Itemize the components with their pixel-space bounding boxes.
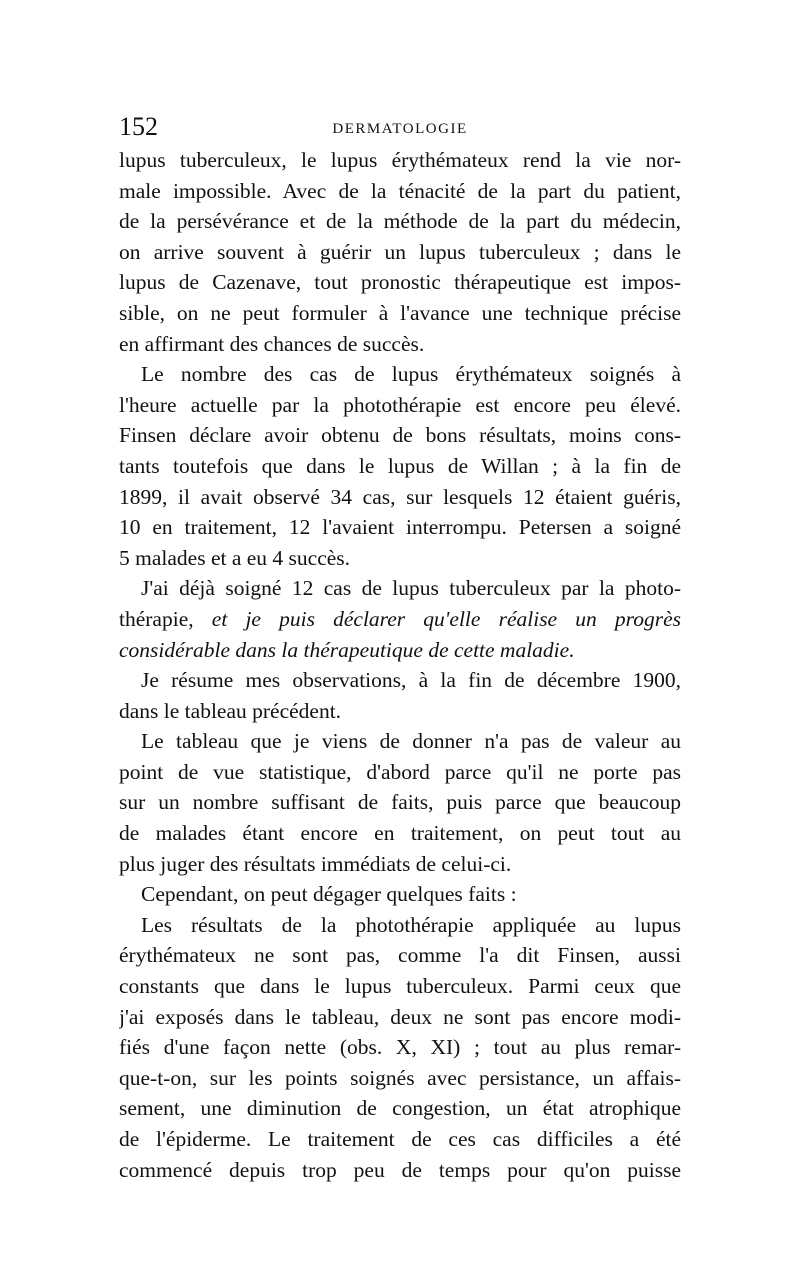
body-text: [119, 145, 681, 1185]
text-line: de l'épiderme. Le traitement de ces cas difficiles a été: [119, 1127, 681, 1151]
text-line: de malades étant encore en traitement, on peut tout au: [119, 821, 681, 846]
text-line: sible, on ne peut formuler à l'avance une technique précise: [119, 300, 681, 325]
paragraph-start-line: Cependant, on peut dégager quelques faits :: [141, 882, 517, 907]
text-line: que-t-on, sur les points soignés avec persistance, un affais-: [119, 1065, 681, 1090]
text-line: sement, une diminution de congestion, un état atrophique: [119, 1096, 681, 1121]
text-line: male impossible. Avec de la ténacité de la part du patient,: [119, 178, 681, 203]
italic-text-line: considérable dans la thérapeutique de cette maladie.: [119, 637, 575, 662]
text-line: 10 en traitement, 12 l'avaient interrompu. Petersen a soigné: [119, 515, 681, 540]
text-line: de la persévérance et de la méthode de la part du médecin,: [119, 209, 681, 234]
text-line: lupus de Cazenave, tout pronostic thérapeutique est impos-: [119, 270, 681, 295]
text-line: constants que dans le lupus tuberculeux. Parmi ceux que: [119, 974, 681, 999]
text-segment-roman: thérapie,: [119, 606, 194, 631]
text-line: fiés d'une façon nette (obs. X, XI) ; tout au plus remar-: [119, 1035, 681, 1060]
page-header: [119, 112, 681, 144]
text-line: sur un nombre suffisant de faits, puis parce que beaucoup: [119, 790, 681, 815]
text-line: commencé depuis trop peu de temps pour qu'on puisse: [119, 1157, 681, 1182]
text-line: 1899, il avait observé 34 cas, sur lesquels 12 étaient guéris,: [119, 484, 681, 509]
paragraph-start-line: J'ai déjà soigné 12 cas de lupus tuberculeux par la photo-: [141, 576, 681, 601]
running-title: DERMATOLOGIE: [332, 121, 468, 137]
paragraph-start-line: Le nombre des cas de lupus érythémateux soignés à: [141, 362, 681, 387]
text-line: érythémateux ne sont pas, comme l'a dit Finsen, aussi: [119, 943, 681, 968]
text-line: tants toutefois que dans le lupus de Willan ; à la fin de: [119, 453, 681, 478]
text-line: point de vue statistique, d'abord parce qu'il ne porte pas: [119, 759, 681, 784]
text-line: dans le tableau précédent.: [119, 698, 342, 723]
text-line: j'ai exposés dans le tableau, deux ne sont pas encore modi-: [119, 1004, 681, 1029]
text-line: on arrive souvent à guérir un lupus tuberculeux ; dans le: [119, 239, 681, 264]
text-segment-italic: et je puis déclarer qu'elle réalise un progrès: [211, 606, 681, 631]
paragraph-start-line: Les résultats de la photothérapie appliquée au lupus: [141, 912, 681, 937]
text-line: en affirmant des chances de succès.: [119, 331, 425, 356]
text-line: lupus tuberculeux, le lupus érythémateux rend la vie nor-: [119, 148, 681, 172]
text-line-mixed: [119, 604, 681, 635]
text-line: plus juger des résultats immédiats de celui-ci.: [119, 851, 512, 876]
text-line: Finsen déclare avoir obtenu de bons résultats, moins cons-: [119, 423, 681, 448]
text-line: l'heure actuelle par la photothérapie est encore peu élevé.: [119, 392, 681, 417]
paragraph-start-line: Je résume mes observations, à la fin de décembre 1900,: [141, 668, 681, 693]
page-number: 152: [119, 112, 158, 141]
text-line: 5 malades et a eu 4 succès.: [119, 545, 351, 570]
paragraph-start-line: Le tableau que je viens de donner n'a pas de valeur au: [141, 729, 681, 754]
